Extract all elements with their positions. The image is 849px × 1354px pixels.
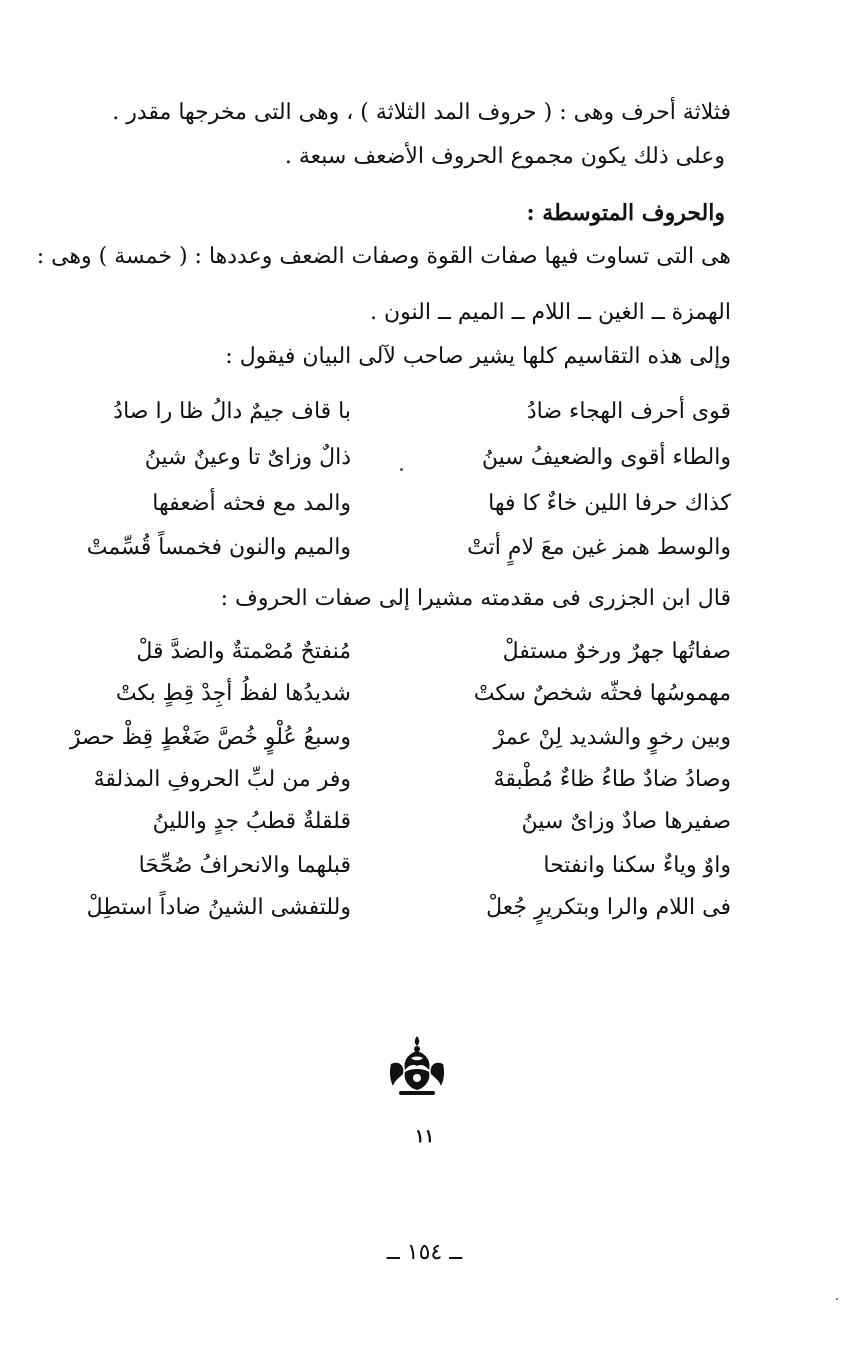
poem1-verse xyxy=(41,438,731,478)
body-line-5: وإلى هذه التقاسيم كلها يشير صاحب لآلى البيان فيقول : xyxy=(225,344,731,369)
page-number: ــ ١٥٤ ــ xyxy=(386,1240,463,1265)
poem1-verse xyxy=(41,392,731,432)
ink-speck xyxy=(400,468,403,471)
poem2-verse xyxy=(41,846,731,886)
body-line-1: فثلاثة أحرف وهى : ( حروف المد الثلاثة ) ، وهى التى مخرجها مقدر . xyxy=(112,100,731,125)
poem2-verse xyxy=(41,718,731,758)
verse-first-hemistich: كذاك حرفا اللين خاءٌ كا فها xyxy=(488,491,731,516)
verse-first-hemistich: واوٌ وياءٌ سكنا وانفتحا xyxy=(543,853,731,878)
verse-second-hemistich: قبلهما والانحرافُ صُحِّحَا xyxy=(138,853,351,878)
verse-first-hemistich: قوى أحرف الهجاء ضادُ xyxy=(526,399,731,424)
verse-first-hemistich: صفيرها صادٌ وزاىٌ سينُ xyxy=(521,809,731,834)
verse-second-hemistich: وفر من لبِّ الحروفِ المذلقهْ xyxy=(93,767,351,792)
body-line-2: وعلى ذلك يكون مجموع الحروف الأضعف سبعة . xyxy=(284,144,725,169)
verse-second-hemistich: ذالٌ وزاىٌ تا وعينٌ شينُ xyxy=(144,445,351,470)
poem1-verse xyxy=(41,484,731,524)
verse-second-hemistich: وسبعُ عُلْوٍ خُصَّ ضَغْطٍ قِظْ حصرْ xyxy=(69,725,351,750)
verse-first-hemistich: مهموسُها فحثّه شخصٌ سكتْ xyxy=(473,681,731,706)
ink-speck xyxy=(836,1298,838,1300)
poem2-verse xyxy=(41,632,731,672)
poem2-verse xyxy=(41,888,731,928)
poem2-verse xyxy=(41,674,731,714)
verse-first-hemistich: فى اللام والرا وبتكريرٍ جُعلْ xyxy=(486,895,731,920)
verse-second-hemistich: والمد مع فحثه أضعفها xyxy=(152,491,351,516)
floral-ornament-icon xyxy=(385,1034,449,1098)
body-intro-jazari: قال ابن الجزرى فى مقدمته مشيرا إلى صفات الحروف : xyxy=(220,586,731,611)
verse-second-hemistich: قلقلةٌ قطبُ جدٍ واللينُ xyxy=(152,809,351,834)
verse-first-hemistich: وصادُ ضادٌ طاءُ ظاءٌ مُطْبقهْ xyxy=(493,767,731,792)
verse-first-hemistich: صفاتُها جهرٌ ورخوٌ مستفلْ xyxy=(502,639,731,664)
poem1-verse xyxy=(41,528,731,568)
poem2-verse xyxy=(41,802,731,842)
poem2-verse xyxy=(41,760,731,800)
signature-mark: ١١ xyxy=(414,1126,435,1147)
verse-first-hemistich: والطاء أقوى والضعيفُ سينُ xyxy=(481,445,731,470)
verse-second-hemistich: شديدُها لفظُ أجِدْ قِطٍ بكتْ xyxy=(115,681,351,706)
verse-second-hemistich: با قاف جيمٌ دالُ ظا را صادُ xyxy=(113,399,351,424)
verse-first-hemistich: والوسط همز غين معَ لامٍ أتتْ xyxy=(467,535,731,560)
body-line-3: هى التى تساوت فيها صفات القوة وصفات الضعف وعددها : ( خمسة ) وهى : xyxy=(36,244,731,269)
verse-second-hemistich: مُنفتحٌ مُصْمتةٌ والضدَّ قلْ xyxy=(136,639,351,664)
verse-first-hemistich: وبين رخوٍ والشديد لِنْ عمرْ xyxy=(493,725,731,750)
section-heading-medium-letters: والحروف المتوسطة : xyxy=(526,200,725,226)
verse-second-hemistich: وللتفشى الشينُ ضاداً استطِلْ xyxy=(86,895,351,920)
verse-second-hemistich: والميم والنون فخمساً قُسِّمتْ xyxy=(86,535,351,560)
body-line-4: الهمزة ــ الغين ــ اللام ــ الميم ــ النون . xyxy=(369,300,731,325)
